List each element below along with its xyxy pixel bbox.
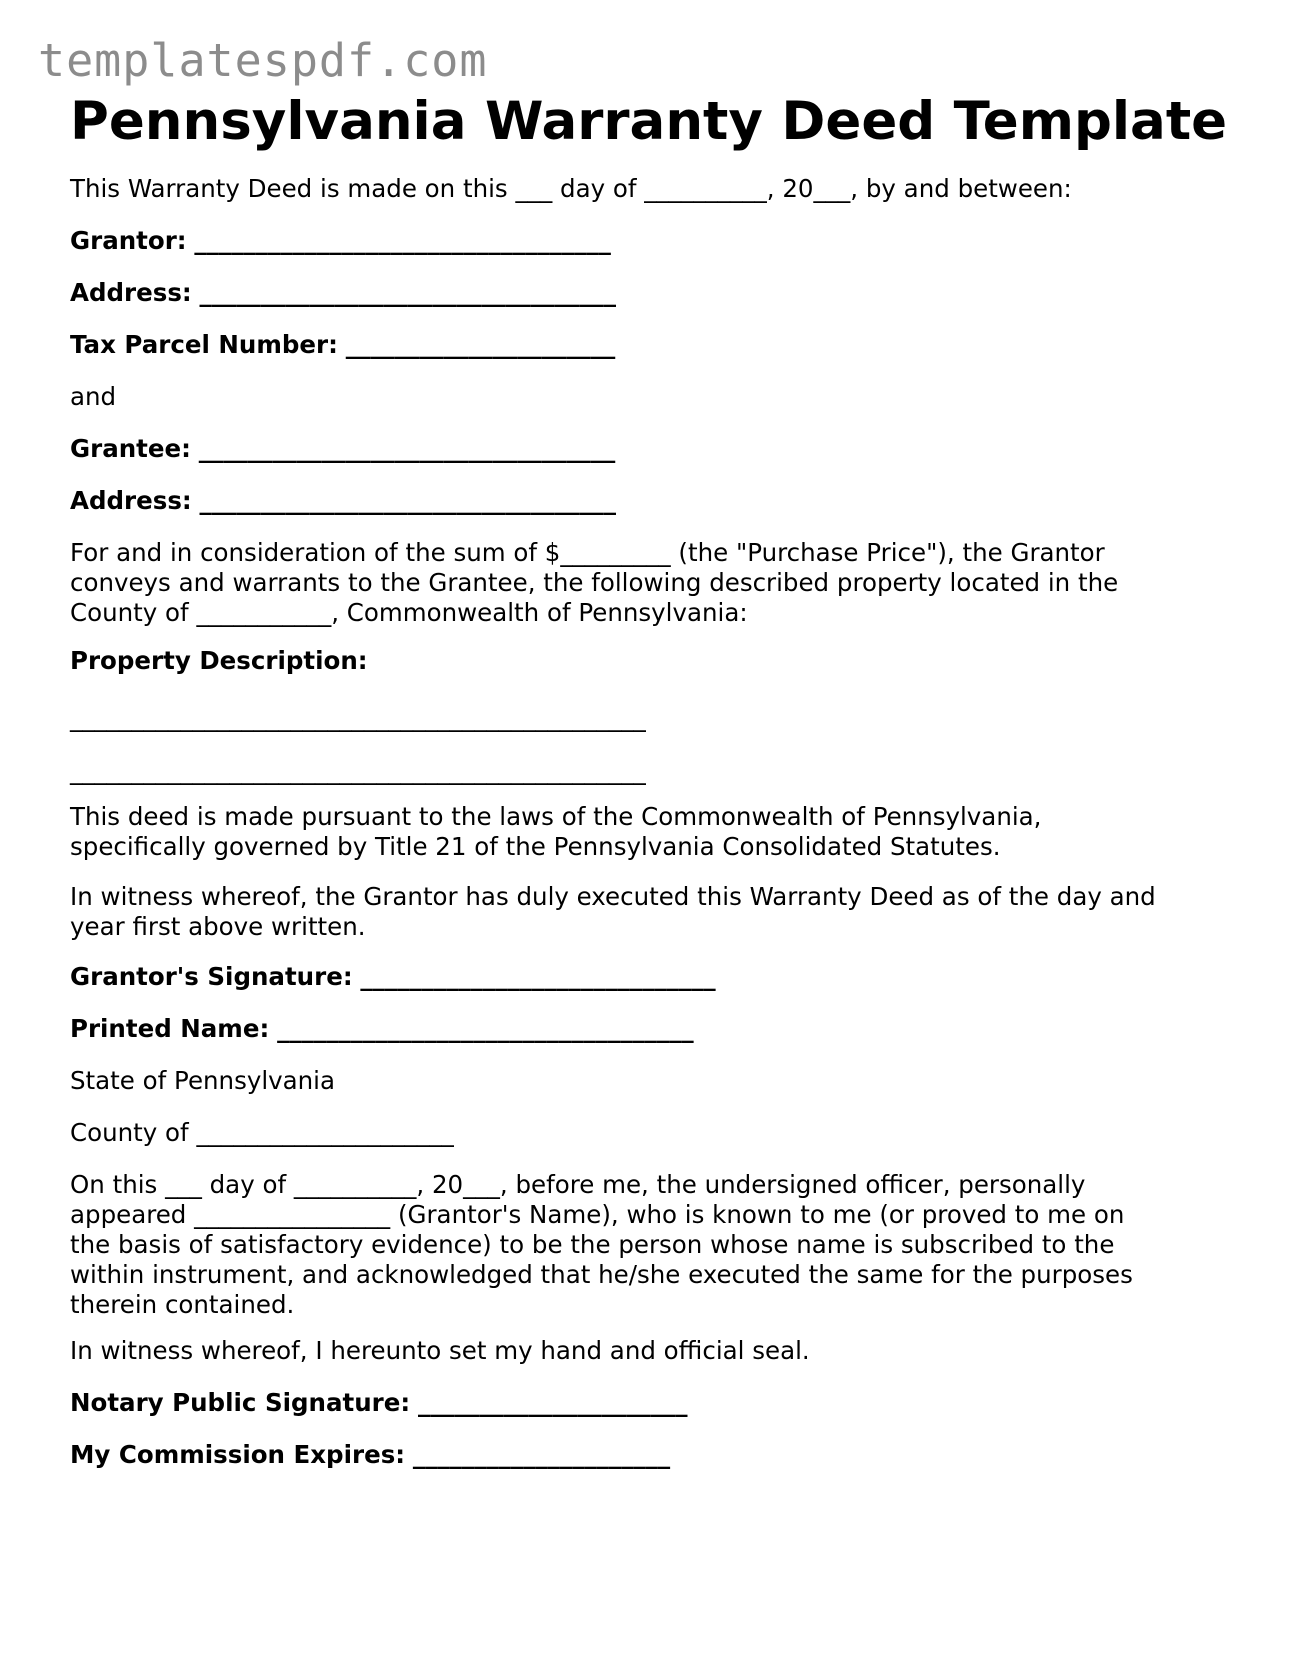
page-title: Pennsylvania Warranty Deed Template	[70, 91, 1228, 152]
watermark: templatespdf.com	[38, 34, 488, 87]
and-text: and	[70, 382, 117, 411]
grantee-address-line: __________________________________	[199, 486, 616, 515]
notary-paragraph: On this ___ day of __________, 20___, before me, the undersigned officer, personally appeared ________________ (Grantor's Name), who is known to me (or proved to me on the basis of satisfactory evidence) to be the person whose name is subscribed to the within instrument, and acknowledged that he/she executed the same for the purposes therein contained.	[70, 1170, 1133, 1319]
commission-expires-label: My Commission Expires:	[70, 1440, 406, 1469]
grantee-address-label: Address:	[70, 486, 192, 515]
grantor-signature-label: Grantor's Signature:	[70, 962, 353, 991]
property-description-line-1: _______________________________________________	[70, 703, 646, 732]
grantee-line: __________________________________	[198, 434, 616, 463]
laws-paragraph: This deed is made pursuant to the laws of the Commonwealth of Pennsylvania, specifically governed by Title 21 of the Pennsylvania Consolidated Statutes.	[70, 802, 1042, 861]
grantee-address-field	[70, 486, 616, 516]
grantor-line: __________________________________	[194, 226, 611, 255]
grantor-label: Grantor:	[70, 226, 187, 255]
printed-name-field	[70, 1014, 694, 1044]
tax-parcel-label: Tax Parcel Number:	[70, 330, 338, 359]
consideration-paragraph: For and in consideration of the sum of $_________ (the "Purchase Price"), the Grantor conveys and warrants to the Grantee, the following described property located in the County of ___________, Commonwealth of Pennsylvania:	[70, 538, 1119, 627]
property-description-label: Property Description:	[70, 646, 368, 675]
printed-name-label: Printed Name:	[70, 1014, 270, 1043]
commission-expires-line: _____________________	[412, 1440, 671, 1469]
grantee-field	[70, 434, 615, 464]
grantor-address-field	[70, 278, 616, 308]
intro-text: This Warranty Deed is made on this ___ day of __________, 20___, by and between:	[70, 174, 1072, 203]
property-description-line-2: _______________________________________________	[70, 756, 646, 785]
grantee-label: Grantee:	[70, 434, 191, 463]
notary-signature-label: Notary Public Signature:	[70, 1388, 411, 1417]
seal-text: In witness whereof, I hereunto set my hand and official seal.	[70, 1336, 810, 1365]
grantor-address-label: Address:	[70, 278, 192, 307]
grantor-signature-line: _____________________________	[360, 962, 716, 991]
notary-signature-field	[70, 1388, 687, 1418]
county-text: County of _____________________	[70, 1118, 454, 1147]
witness-paragraph: In witness whereof, the Grantor has duly executed this Warranty Deed as of the day and year first above written.	[70, 882, 1156, 941]
commission-expires-field	[70, 1440, 670, 1470]
notary-signature-line: ______________________	[417, 1388, 688, 1417]
tax-parcel-line: ______________________	[345, 330, 616, 359]
grantor-address-line: __________________________________	[199, 278, 616, 307]
grantor-signature-field	[70, 962, 716, 992]
printed-name-line: __________________________________	[277, 1014, 694, 1043]
deed-document	[70, 86, 1240, 1469]
state-text: State of Pennsylvania	[70, 1066, 336, 1095]
tax-parcel-field	[70, 330, 615, 360]
grantor-field	[70, 226, 611, 256]
